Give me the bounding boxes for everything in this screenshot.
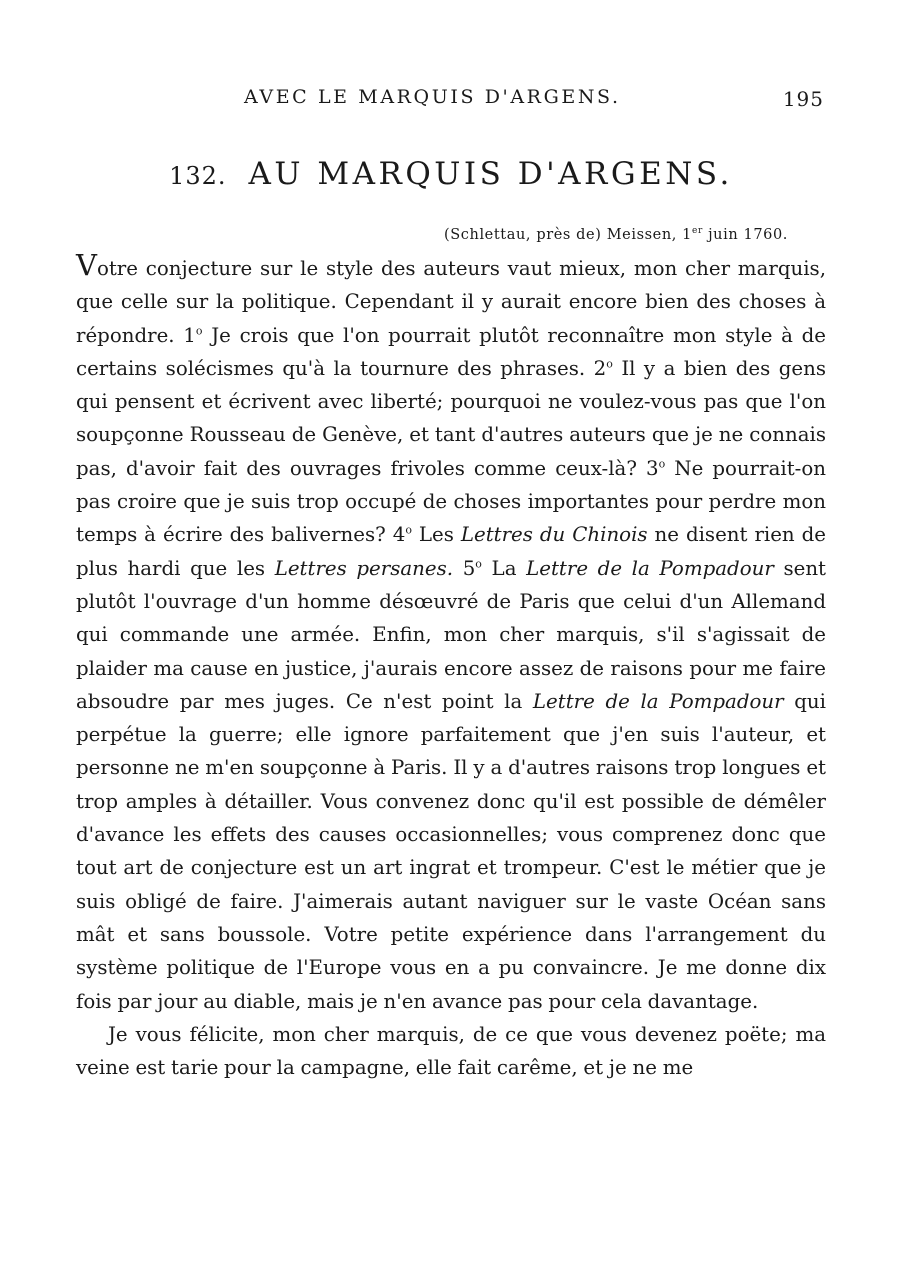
running-head-title: AVEC LE MARQUIS D'ARGENS. [244, 86, 621, 108]
book-page [76, 0, 826, 1262]
letter-dateline [444, 226, 788, 243]
text-run: Les [411, 523, 461, 547]
text-run: Je crois que l'on pourrait plutôt reconnaître mon style à de certains solécismes qu'à la tournure des phrases. 2 [76, 323, 826, 380]
ordinal-mark: o [475, 557, 482, 571]
dateline-place: (Schlettau, près de) Meissen, 1 [444, 226, 693, 243]
running-head [76, 86, 826, 116]
page-number: 195 [782, 87, 824, 111]
ordinal-mark: o [405, 523, 412, 537]
work-title: Lettres persanes. [274, 556, 454, 580]
letter-number: 132. [169, 162, 227, 190]
work-title: Lettre de la Pompadour [526, 556, 774, 580]
ordinal-mark: o [195, 324, 203, 337]
letter-title: AU MARQUIS D'ARGENS. [248, 156, 733, 192]
work-title: Lettre de la Pompadour [532, 689, 784, 713]
paragraph-1 [76, 248, 827, 1018]
dateline-date: juin 1760. [702, 226, 788, 243]
paragraph-2: Je vous félicite, mon cher marquis, de ce que vous devenez poëte; ma veine est tarie pour la campagne, elle fait carême, et je ne me [76, 1022, 826, 1080]
ordinal-mark: o [658, 457, 666, 471]
text-run: qui perpétue la guerre; elle ignore parfaitement que j'en suis l'auteur, et personne ne m'en soupçonne à Paris. Il y a d'autres raisons trop longues et trop amples à détailler. Vous convenez donc qu'il est possible de démêler d'avance les effets des causes occasionnelles; vous comprenez donc que tout art de conjecture est un art ingrat et trompeur. C'est le métier que je suis obligé de faire. J'aimerais autant naviguer sur le vaste Océan sans mât et sans boussole. Votre petite expérience dans l'arrangement du système politique de l'Europe vous en a pu convaincre. Je me donne dix fois par jour au diable, mais je n'en avance pas pour cela davantage. [76, 689, 826, 1013]
text-run: ne disent rien de plus hardi que les [76, 523, 826, 580]
text-run: sent plutôt l'ouvrage d'un homme désœuvré de Paris que celui d'un Allemand qui commande une armée. Enfin, mon cher marquis, s'il s'agissait de plaider ma cause en justice, j'aurais encore assez de raisons pour me faire absoudre par mes juges. Ce n'est point la [76, 556, 827, 713]
initial-letter: V [76, 248, 97, 282]
text-run: Il y a bien des gens qui pensent et écrivent avec liberté; pourquoi ne voulez-vous pas que l'on soupçonne Rousseau de Genève, et tant d'autres auteurs que je ne connais pas, d'avoir fait des ouvrages frivoles comme ceux-là? 3 [76, 356, 826, 480]
text-run: 5 [453, 556, 476, 580]
letter-heading [76, 156, 826, 192]
text-run: La [481, 556, 527, 580]
work-title: Lettres du Chinois [460, 523, 648, 547]
ordinal-mark: o [606, 357, 613, 371]
text-run: otre conjecture sur le style des auteurs vaut mieux, mon cher marquis, que celle sur la politique. Cependant il y aurait encore bien des choses à répondre. 1 [76, 257, 826, 347]
letter-body [76, 248, 827, 1084]
dateline-ordinal: er [692, 226, 703, 236]
text-run: Ne pourrait-on pas croire que je suis trop occupé de choses importantes pour perdre mon temps à écrire des balivernes? 4 [76, 456, 826, 547]
